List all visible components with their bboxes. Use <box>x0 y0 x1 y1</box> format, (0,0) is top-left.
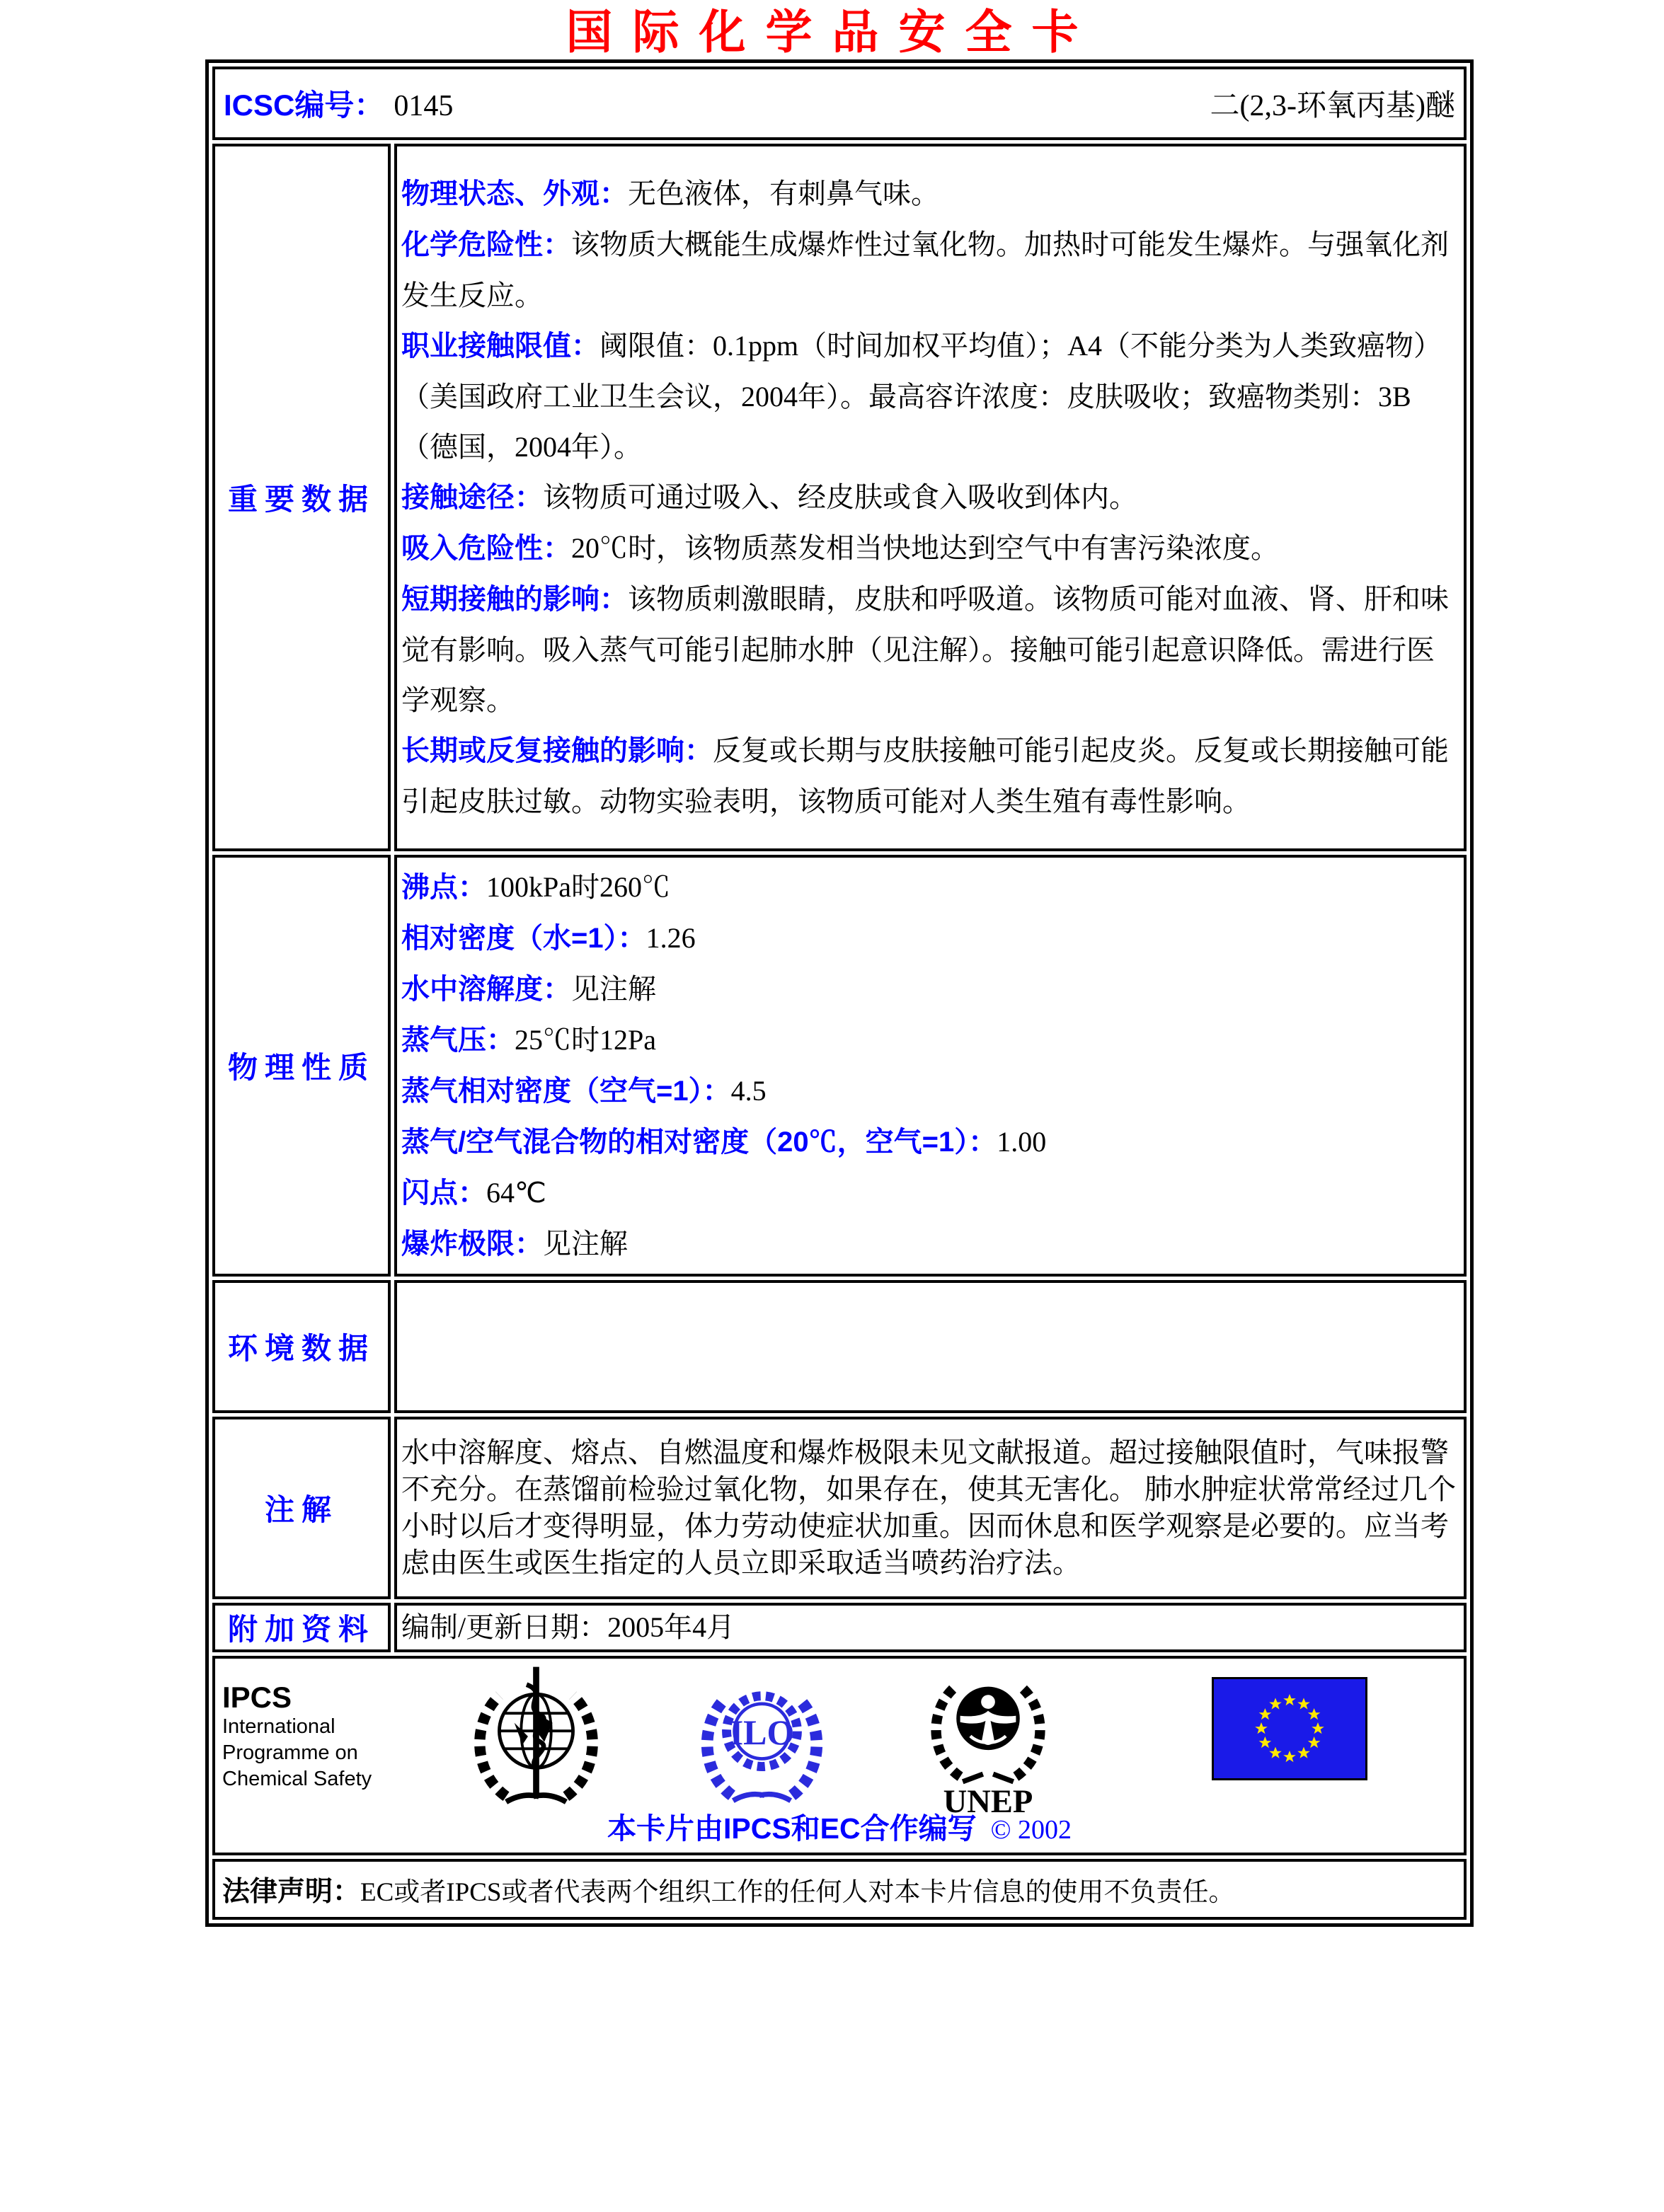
physical-properties-content <box>394 855 1467 1277</box>
property-label: 吸入危险性： <box>401 533 571 564</box>
physical-properties-row-label: 物理性质 <box>212 855 391 1277</box>
property-line <box>401 862 1458 913</box>
physical-properties-row <box>212 855 1467 1277</box>
logos-row <box>212 1656 1467 1855</box>
property-line <box>401 321 1458 472</box>
header-cell <box>212 67 1467 140</box>
additional-info-content <box>394 1603 1467 1652</box>
property-value: 该物质可通过吸入、经皮肤或食入吸收到体内。 <box>543 481 1137 513</box>
property-line <box>401 725 1458 826</box>
legal-text: EC或者IPCS或者代表两个组织工作的任何人对本卡片信息的使用不负责任。 <box>360 1878 1235 1907</box>
property-value: 100kPa时260℃ <box>486 871 670 903</box>
ipcs-line-1: International <box>222 1715 335 1738</box>
property-label: 爆炸极限： <box>401 1228 543 1260</box>
property-line <box>401 574 1458 725</box>
notes-row <box>212 1417 1467 1599</box>
ipcs-line-2: Programme on <box>222 1741 358 1764</box>
property-label: 物理状态、外观： <box>401 178 628 209</box>
icsc-number-label: ICSC编号： <box>224 88 384 122</box>
unep-logo-text: UNEP <box>943 1783 1033 1817</box>
page-title: 国际化学品安全卡 <box>566 6 1098 58</box>
property-label: 接触途径： <box>401 482 543 513</box>
property-value: 20℃时，该物质蒸发相当快地达到空气中有害污染浓度。 <box>571 532 1279 564</box>
property-label: 相对密度（水=1）： <box>401 923 646 954</box>
property-value: 反复或长期与皮肤接触可能引起皮炎。反复或长期接触可能引起皮肤过敏。动物实验表明，该物质可能对人类生殖有毒性影响。 <box>401 735 1449 817</box>
property-line <box>401 523 1458 574</box>
legal-row <box>212 1859 1467 1920</box>
additional-info-row <box>212 1603 1467 1652</box>
property-line <box>401 913 1458 964</box>
property-line <box>401 168 1458 219</box>
property-value: 见注解 <box>571 973 656 1005</box>
property-value: 64℃ <box>486 1177 546 1209</box>
environmental-data-content <box>394 1280 1467 1413</box>
property-value: 无色液体，有刺鼻气味。 <box>628 178 939 209</box>
caption-text: 本卡片由IPCS和EC合作编写 <box>607 1812 977 1845</box>
property-line <box>401 219 1458 321</box>
environmental-data-row-label: 环境数据 <box>212 1280 391 1413</box>
property-line <box>401 472 1458 523</box>
property-label: 蒸气相对密度（空气=1）： <box>401 1076 731 1107</box>
ipcs-abbr: IPCS <box>222 1681 292 1714</box>
property-label: 蒸气压： <box>401 1025 515 1056</box>
eu-flag-icon <box>1212 1677 1367 1780</box>
property-label: 职业接触限值： <box>401 330 599 362</box>
icsc-card-table <box>205 59 1474 1927</box>
property-value: 1.00 <box>997 1126 1047 1158</box>
notes-content: 水中溶解度、熔点、自燃温度和爆炸极限未见文献报道。超过接触限值时，气味报警不充分。在蒸馏前检验过氧化物，如果存在，使其无害化。 肺水肿症状常常经过几个小时以后才变得明显，体力劳动使症状加重。因而休息和医学观察是必要的。应当考虑由医生或医生指定的人员立即采取适当喷药治疗法。 <box>394 1417 1467 1599</box>
property-line <box>401 964 1458 1015</box>
property-value: 1.26 <box>645 922 696 954</box>
chemical-name: 二(2,3-环氧丙基)醚 <box>1210 90 1455 122</box>
property-label: 水中溶解度： <box>401 974 571 1005</box>
property-label: 沸点： <box>401 872 486 903</box>
environmental-data-row <box>212 1280 1467 1413</box>
ipcs-text-block <box>222 1681 372 1792</box>
update-date-label: 编制/更新日期： <box>401 1611 608 1643</box>
property-label: 化学危险性： <box>401 229 571 260</box>
property-value: 阈限值：0.1ppm（时间加权平均值）；A4（不能分类为人类致癌物）（美国政府工业卫生会议，2004年）。最高容许浓度：皮肤吸收；致癌物类别：3B（德国，2004年）。 <box>401 330 1442 463</box>
additional-info-row-label: 附加资料 <box>212 1603 391 1652</box>
important-data-content <box>394 144 1467 851</box>
update-date-line <box>401 1610 1458 1645</box>
property-value: 4.5 <box>730 1075 767 1107</box>
property-line <box>401 1066 1458 1117</box>
unep-logo-icon <box>924 1660 1052 1817</box>
legal-cell <box>212 1859 1467 1920</box>
property-label: 长期或反复接触的影响： <box>401 735 713 766</box>
property-value: 25℃时12Pa <box>515 1024 656 1056</box>
property-value: 见注解 <box>543 1228 628 1260</box>
icsc-number-group <box>224 82 453 125</box>
icsc-number-value: 0145 <box>394 90 454 122</box>
ilo-logo-icon <box>696 1666 827 1807</box>
caption-copyright: © 2002 <box>990 1815 1072 1845</box>
legal-label: 法律声明： <box>222 1877 361 1907</box>
property-line <box>401 1015 1458 1066</box>
ipcs-line-3: Chemical Safety <box>222 1768 372 1790</box>
property-line <box>401 1168 1458 1219</box>
logos-cell <box>212 1656 1467 1855</box>
important-data-row <box>212 144 1467 851</box>
caption-line <box>215 1805 1464 1847</box>
update-date-value: 2005年4月 <box>607 1611 735 1643</box>
property-value: 该物质大概能生成爆炸性过氧化物。加热时可能发生爆炸。与强氧化剂发生反应。 <box>401 229 1449 311</box>
property-label: 短期接触的影响： <box>401 584 628 615</box>
important-data-row-label: 重要数据 <box>212 144 391 851</box>
property-value: 该物质刺激眼睛，皮肤和呼吸道。该物质可能对血液、肾、肝和味觉有影响。吸入蒸气可能引起肺水肿（见注解）。接触可能引起意识降低。需进行医学观察。 <box>401 583 1449 716</box>
property-line <box>401 1219 1458 1269</box>
ilo-logo-text: ILO <box>729 1712 795 1753</box>
who-logo-icon <box>467 1660 605 1810</box>
property-line <box>401 1117 1458 1168</box>
notes-row-label: 注解 <box>212 1417 391 1599</box>
header-row <box>212 67 1467 140</box>
property-label: 闪点： <box>401 1177 486 1209</box>
property-label: 蒸气/空气混合物的相对密度（20℃，空气=1）： <box>401 1127 997 1158</box>
